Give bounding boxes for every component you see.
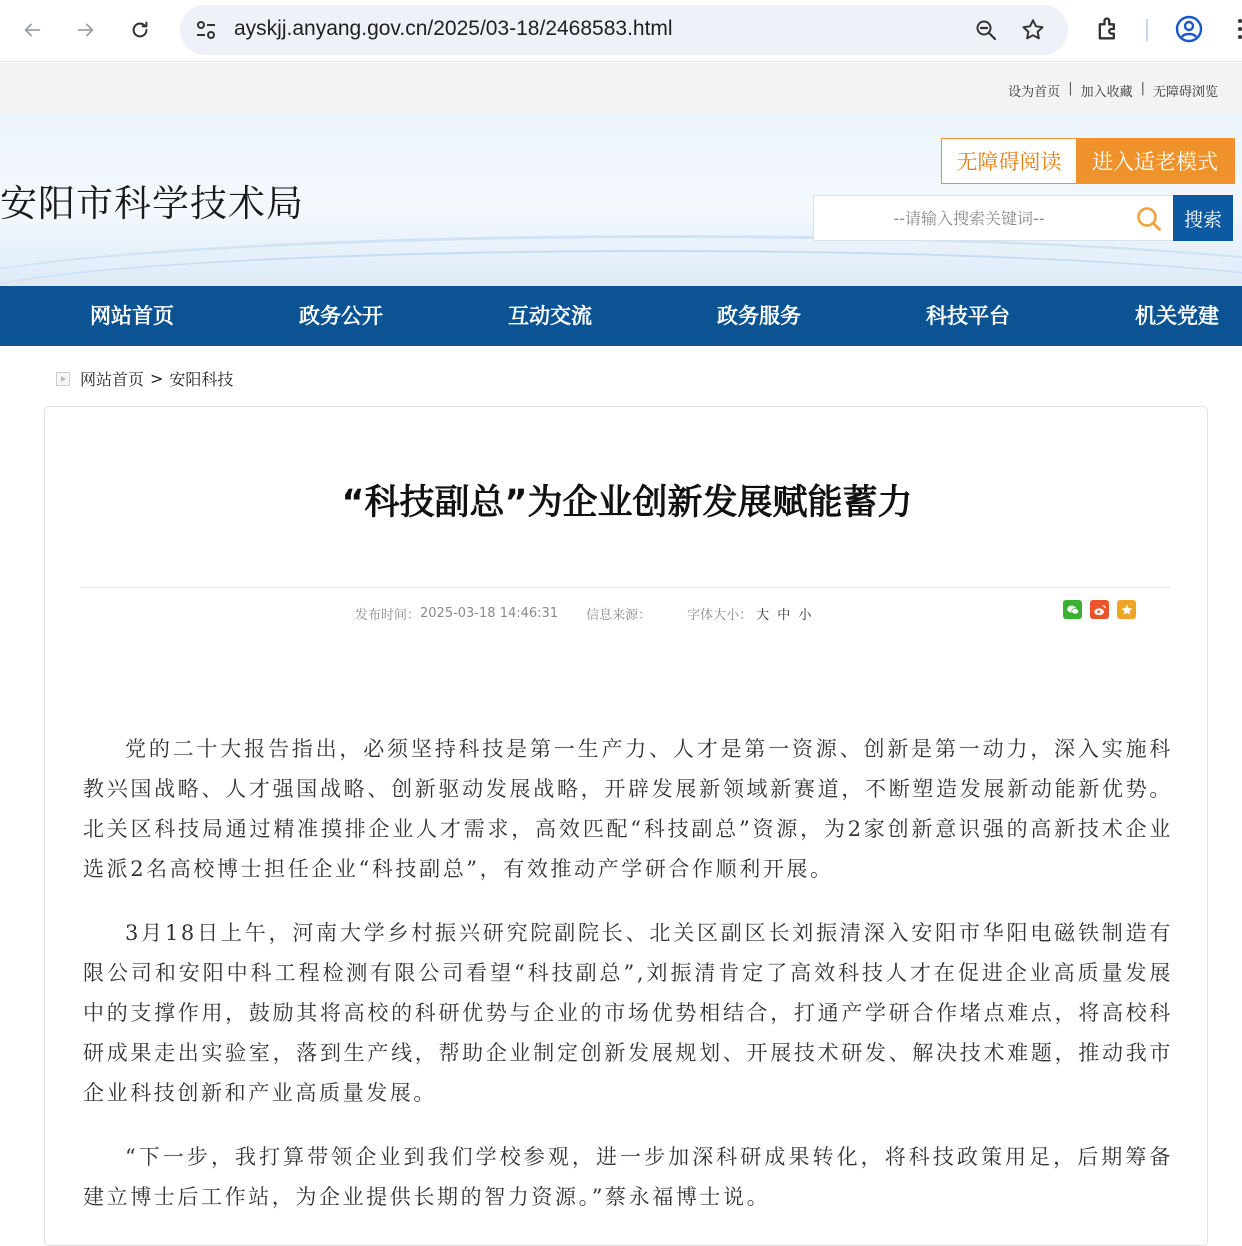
wechat-icon[interactable] bbox=[1063, 600, 1082, 619]
search-button[interactable]: 搜索 bbox=[1173, 195, 1233, 241]
nav-item-interaction[interactable]: 互动交流 bbox=[508, 304, 592, 328]
browser-toolbar bbox=[0, 0, 1242, 62]
elder-mode-button[interactable]: 进入适老模式 bbox=[1076, 139, 1234, 183]
arrow-right-icon bbox=[75, 19, 97, 41]
utility-bar bbox=[0, 63, 1242, 115]
title-divider bbox=[81, 587, 1171, 588]
site-info-icon[interactable] bbox=[194, 18, 218, 42]
article-paragraph: “下一步，我打算带领企业到我们学校参观，进一步加深科研成果转化，将科技政策用足，后期筹备建立博士后工作站，为企业提供长期的智力资源。”蔡永福博士说。 bbox=[83, 1145, 1173, 1209]
breadcrumb bbox=[56, 367, 233, 390]
breadcrumb-home[interactable]: 网站首页 bbox=[80, 370, 145, 389]
article-paragraph: 3月18日上午，河南大学乡村振兴研究院副院长、北关区副区长刘振清深入安阳市华阳电磁铁制造有限公司和安阳中科工程检测有限公司看望“科技副总”,刘振清肯定了高效科技人才在促进企业高质量发展中的支撑作用，鼓励其将高校的科研优势与企业的市场优势相结合，打通产学研合作堵点难点，将高校科研成果走出实验室，落到生产线，帮助企业制定创新发展规划、开展技术研发、解决技术难题，推动我市企业科技创新和产业高质量发展。 bbox=[83, 921, 1173, 1105]
back-button[interactable] bbox=[12, 10, 52, 50]
font-size-label: 字体大小： bbox=[687, 608, 753, 623]
breadcrumb-current[interactable]: 安阳科技 bbox=[169, 370, 234, 389]
address-bar[interactable] bbox=[180, 5, 1068, 55]
source-label: 信息来源： bbox=[586, 608, 652, 623]
main-nav bbox=[0, 286, 1242, 346]
breadcrumb-icon bbox=[56, 372, 70, 386]
nav-item-tech-platform[interactable]: 科技平台 bbox=[926, 304, 1010, 328]
add-favorite-link[interactable]: 加入收藏 bbox=[1080, 85, 1133, 100]
site-title[interactable]: 安阳市科学技术局 bbox=[0, 182, 304, 225]
extensions-icon[interactable] bbox=[1094, 15, 1122, 43]
qzone-icon[interactable] bbox=[1117, 600, 1136, 619]
nav-item-gov-affairs[interactable]: 政务公开 bbox=[299, 304, 383, 328]
search-box bbox=[813, 195, 1173, 241]
font-size-medium[interactable]: 中 bbox=[777, 608, 791, 623]
share-bar bbox=[1063, 600, 1136, 619]
font-size-large[interactable]: 大 bbox=[756, 608, 770, 623]
accessible-browse-link[interactable]: 无障碍浏览 bbox=[1152, 85, 1218, 100]
forward-button[interactable] bbox=[66, 10, 106, 50]
toolbar-divider bbox=[1146, 19, 1148, 41]
search-icon[interactable] bbox=[1135, 205, 1163, 233]
menu-kebab-icon[interactable] bbox=[1232, 14, 1242, 44]
mode-switcher bbox=[941, 138, 1235, 184]
accessibility-reading-button[interactable]: 无障碍阅读 bbox=[942, 139, 1076, 183]
font-size-small[interactable]: 小 bbox=[798, 608, 812, 623]
profile-icon[interactable] bbox=[1174, 14, 1204, 44]
reload-icon bbox=[129, 19, 151, 41]
nav-item-services[interactable]: 政务服务 bbox=[717, 304, 801, 328]
breadcrumb-separator: > bbox=[150, 369, 164, 388]
article-meta bbox=[355, 604, 811, 623]
font-size-options bbox=[752, 604, 811, 623]
search-input[interactable] bbox=[814, 196, 1124, 240]
article-paragraph: 党的二十大报告指出，必须坚持科技是第一生产力、人才是第一资源、创新是第一动力，深入实施科教兴国战略、人才强国战略、创新驱动发展战略，开辟发展新领域新赛道，不断塑造发展新动能新优势。北关区科技局通过精准摸排企业人才需求，高效匹配“科技副总”资源，为2家创新意识强的高新技术企业选派2名高校博士担任企业“科技副总”，有效推动产学研合作顺利开展。 bbox=[83, 737, 1173, 881]
article-body bbox=[83, 729, 1173, 1241]
link-separator: | bbox=[1140, 81, 1145, 96]
publish-label: 发布时间： bbox=[355, 608, 421, 623]
article-card bbox=[44, 406, 1208, 1246]
publish-time: 2025-03-18 14:46:31 bbox=[420, 606, 559, 621]
arrow-left-icon bbox=[21, 19, 43, 41]
url-text[interactable]: ayskjj.anyang.gov.cn/2025/03-18/2468583.html bbox=[234, 17, 673, 40]
reload-button[interactable] bbox=[120, 10, 160, 50]
weibo-icon[interactable] bbox=[1090, 600, 1109, 619]
nav-item-party[interactable]: 机关党建 bbox=[1135, 304, 1219, 328]
site-header bbox=[0, 115, 1242, 286]
article-title: “科技副总”为企业创新发展赋能蓄力 bbox=[341, 483, 913, 523]
nav-item-home[interactable]: 网站首页 bbox=[90, 304, 174, 328]
set-homepage-link[interactable]: 设为首页 bbox=[1008, 85, 1061, 100]
link-separator: | bbox=[1068, 81, 1073, 96]
zoom-icon[interactable] bbox=[974, 18, 998, 42]
bookmark-star-icon[interactable] bbox=[1020, 17, 1046, 43]
